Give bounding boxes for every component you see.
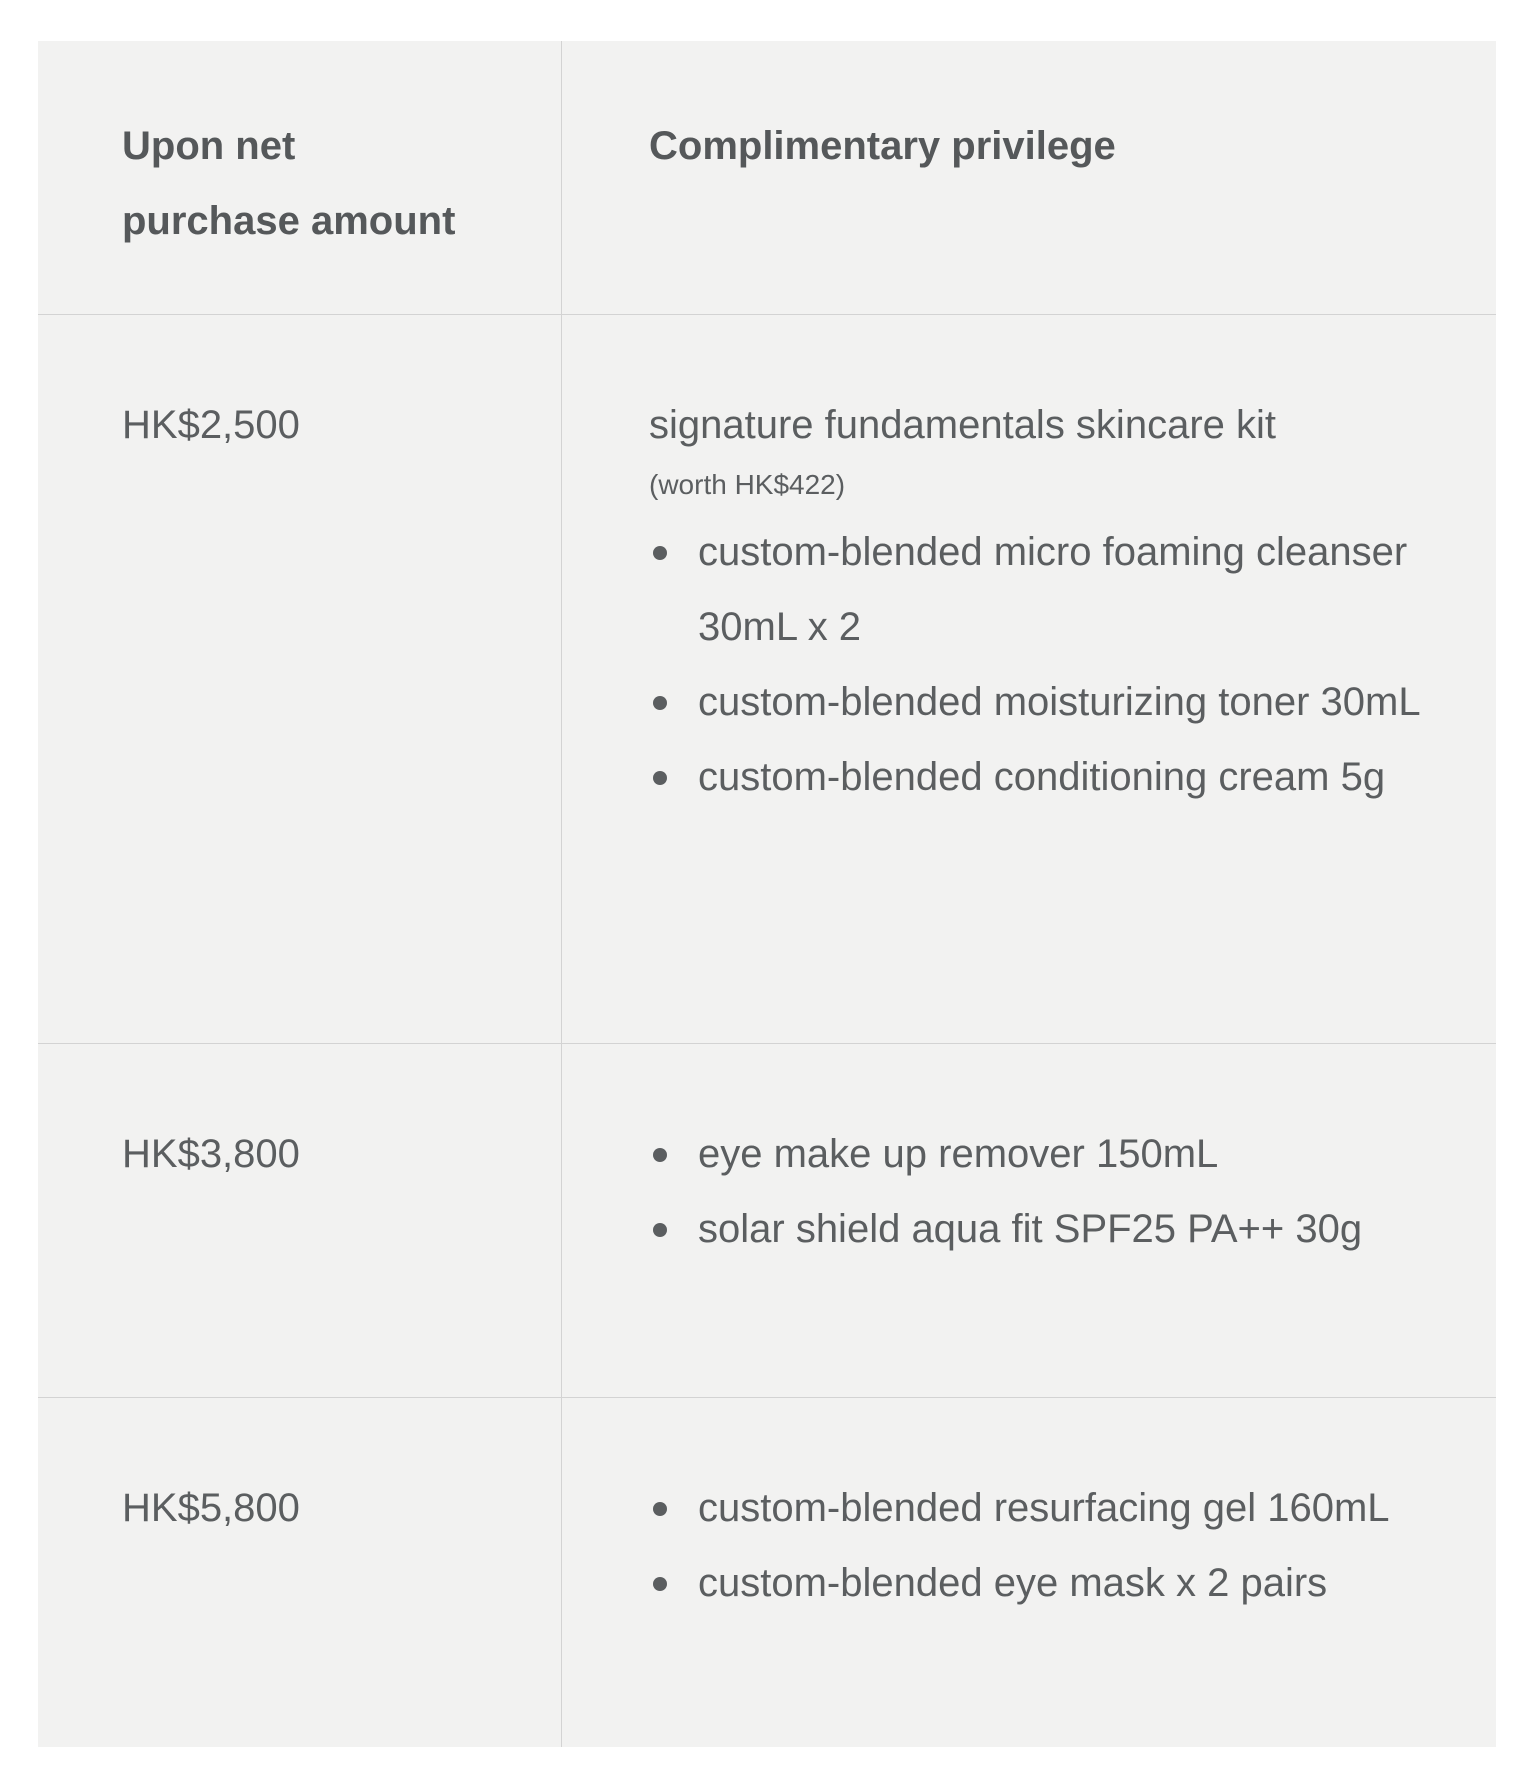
bullet-icon (653, 1502, 667, 1516)
list-item (649, 515, 1456, 665)
privilege-list (649, 515, 1456, 815)
list-item-text: solar shield aqua fit SPF25 PA++ 30g (698, 1207, 1363, 1251)
bullet-icon (653, 1223, 667, 1237)
bullet-icon (653, 696, 667, 710)
list-item (649, 1117, 1456, 1192)
list-item-text: custom-blended moisturizing toner 30mL (698, 680, 1421, 724)
bullet-icon (653, 546, 667, 560)
privilege-table (38, 41, 1496, 1747)
header-amount-label: Upon net purchase amount (122, 124, 456, 243)
bullet-icon (653, 1577, 667, 1591)
table-row-3-privilege-cell (562, 1398, 1496, 1747)
amount-value: HK$3,800 (122, 1132, 300, 1176)
amount-value: HK$2,500 (122, 403, 300, 447)
list-item-text: custom-blended micro foaming cleanser 30mL x 2 (698, 530, 1408, 649)
list-item (649, 1471, 1456, 1546)
table-row-2-privilege-cell (562, 1044, 1496, 1398)
kit-name: signature fundamentals skincare kit (649, 403, 1276, 447)
bullet-icon (653, 771, 667, 785)
table-row-1-amount-cell (38, 315, 562, 1044)
header-cell-privilege (562, 41, 1496, 315)
list-item (649, 1192, 1456, 1267)
list-item-text: custom-blended resurfacing gel 160mL (698, 1486, 1390, 1530)
header-privilege-label: Complimentary privilege (649, 124, 1116, 168)
list-item (649, 1546, 1456, 1621)
bullet-icon (653, 1148, 667, 1162)
kit-worth: (worth HK$422) (649, 469, 846, 500)
amount-value: HK$5,800 (122, 1486, 300, 1530)
list-item-text: custom-blended eye mask x 2 pairs (698, 1561, 1328, 1605)
list-item-text: eye make up remover 150mL (698, 1132, 1219, 1176)
list-item-text: custom-blended conditioning cream 5g (698, 755, 1386, 799)
list-item (649, 665, 1456, 740)
table-row-2-amount-cell (38, 1044, 562, 1398)
privilege-list (649, 1117, 1456, 1267)
list-item (649, 740, 1456, 815)
table-row-3-amount-cell (38, 1398, 562, 1747)
header-cell-amount (38, 41, 562, 315)
table-row-1-privilege-cell (562, 315, 1496, 1044)
privilege-list (649, 1471, 1456, 1621)
